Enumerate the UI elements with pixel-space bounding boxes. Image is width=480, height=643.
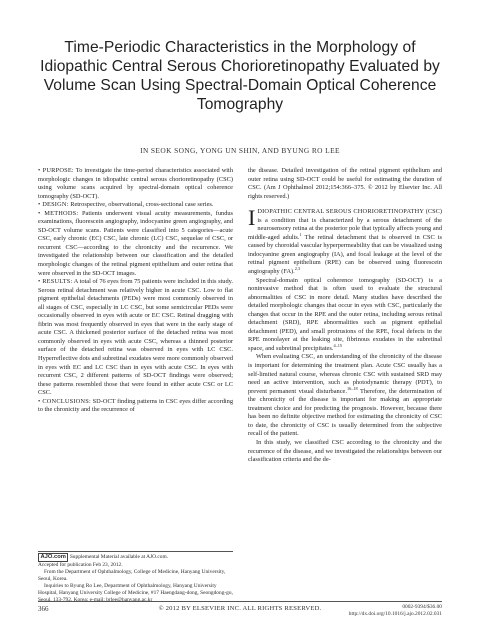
abstract-continuation — [248, 167, 442, 201]
footer-divider — [38, 601, 442, 602]
citation-text: (Am J Ophthalmol 2012;154:366–375. © 2012 by Elsevier Inc. All rights reserved.) — [248, 184, 442, 200]
correspondence-note: Inquiries to Byung Ro Lee, Department of Ophthalmology, Hanyang University Hospital, Hanyang University College of Medicine, #17 Haengdang-dong, Seongdong-gu, Seoul, 133-792, Korea; e-mail: brlee@hanyang.ac.kr — [38, 583, 233, 603]
abstract-purpose — [38, 167, 233, 201]
methods-text: Patients underwent visual acuity measurements, fundus examinations, fluorescein angiography, indocyanine green angiography, and SD-OCT volume scans. Patients were classified into 5 categories—acute CSC, early chronic (EC) CSC, late chronic (LC) CSC, sequelae of CSC, or recurrent CSC—according to the chronicity and the recurrence. We investigated the relationship between our classification and the detailed morphologic changes of the retinal pigment epithelium and outer retina that were observed in the SD-OCT images. — [38, 209, 234, 277]
intro-text-1b: The retinal detachment that is observed in CSC is caused by choroidal vascular hyperpermeability that can be visualized using indocyanine green angiography (IA), and focal leakage at the level of the retinal pigment epithelium (RPE) can be observed using fluorescein angiography (FA). — [248, 233, 442, 276]
ref-4: 16–18 — [346, 385, 358, 391]
intro-paragraph-4: In this study, we classified CSC according to the chronicity and the recurrence of the disease, and we investigated the relationships between our classification criteria and the de- — [248, 438, 442, 464]
purpose-text: To investigate the time-period characteristics associated with morphologic changes in idiopathic central serous chorioretinopathy (CSC) using volume scans acquired by spectral-domain optical coherence tomography (SD-OCT). — [38, 167, 233, 200]
article-title: Time-Periodic Characteristics in the Morphology of Idiopathic Central Serous Chorioretinopathy Evaluated by Volume Scan Using Spectral-Domain Optical Coherence Tomography — [40, 39, 440, 113]
accepted-note: Accepted for publication Feb 23, 2012. — [38, 562, 123, 568]
intro-smallcaps: DIOPATHIC CENTRAL SEROUS CHORIORETINOPATHY — [257, 208, 425, 216]
body-column — [248, 167, 442, 465]
ref-2: 2,3 — [294, 265, 301, 271]
affiliation-note: From the Department of Ophthalmology, College of Medicine, Hanyang University, Seoul, Korea. — [38, 569, 226, 582]
results-label: • RESULTS: — [38, 278, 73, 286]
abstract-conclusions — [38, 398, 233, 415]
abstract-design — [38, 201, 233, 210]
intro-paragraph-1 — [248, 205, 442, 276]
abstract-column — [38, 167, 233, 415]
ref-3: 4–15 — [333, 342, 343, 348]
ref-1: 1 — [299, 231, 302, 237]
results-text: A total of 76 eyes from 75 patients were included in this study. Serous retinal detachment was relatively higher in acute CSC. Low to flat pigment epithelial detachments (PEDs) were most commonly observed in all stages of CSC, especially in LC CSC, but some semicircular PEDs were occasionally observed in eyes with acute or EC CSC. Retinal dragging with fibrin was most frequently observed in eyes that were in the early stage of acute CSC. A thickened posterior surface of the detached retina was most commonly observed in eyes with acute CSC, whereas a thinned posterior surface of the detached retina was observed in eyes with LC CSC. Hyperreflective dots and subretinal exudates were more commonly observed in eyes with EC and LC CSC than in eyes with acute CSC. In eyes with recurrent CSC, 2 different patterns of SD-OCT findings were observed; these patterns resembled those that were found in either acute CSC or LC CSC. — [38, 278, 233, 397]
intro-text-2: Spectral-domain optical coherence tomography (SD-OCT) is a noninvasive method that is often used to evaluate the structural abnormalities of CSC in more detail. Many studies have described the detailed morphologic changes that occur in eyes with CSC, particularly the changes that occur in the RPE and the outer retina, including serous retinal detachment (SRD), RPE abnormalities such as pigment epithelial detachment (PED), and small protrusions of the RPE, focal defects in the RPE monolayer at the leaking site, fibrinous exudates in the subretinal space, and subretinal precipitates. — [248, 276, 442, 352]
design-label: • DESIGN: — [38, 201, 69, 209]
page-number: 366 — [38, 605, 49, 613]
supplemental-note — [38, 553, 233, 562]
drop-cap: I — [248, 205, 256, 231]
footnote-divider — [38, 551, 233, 552]
author-list: IN SEOK SONG, YONG UN SHIN, AND BYUNG RO LEE — [140, 146, 340, 155]
supplemental-text: Supplemental Material available at AJO.com. — [69, 554, 169, 560]
conclusions-text: SD-OCT finding patterns in CSC eyes differ according to the chronicity and the recurrence of — [38, 397, 233, 414]
intro-paragraph-3 — [248, 353, 442, 438]
copyright-notice: © 2012 BY ELSEVIER INC. ALL RIGHTS RESERVED. — [158, 605, 322, 612]
conclusions-label: • CONCLUSIONS: — [38, 397, 91, 405]
intro-paragraph-2 — [248, 277, 442, 354]
ajo-badge[interactable]: AJO.com — [38, 553, 68, 562]
purpose-label: • PURPOSE: — [38, 167, 74, 174]
doi-link[interactable]: http://dx.doi.org/10.1016/j.ajo.2012.02.031 — [348, 611, 442, 617]
footnotes — [38, 553, 233, 604]
intro-text-3: When evaluating CSC, an understanding of the chronicity of the disease is important for determining the treatment plan. Acute CSC usually has a self-limited natural course, whereas chronic CSC with sustained SRD may need an active intervention, such as photodynamic therapy (PDT), to prevent permanent visual disturbance. — [248, 353, 442, 395]
intro-text-1: (CSC) is a condition that is characterized by a serous detachment of the neurosensory retina at the posterior pole that typically affects young and middle-aged adults. — [248, 208, 442, 241]
abstract-results — [38, 278, 233, 398]
continuation-text: the disease. Detailed investigation of the retinal pigment epithelium and outer retina using SD-OCT could be useful for estimating the duration of CSC. — [248, 167, 442, 192]
issn-price: 0002-9394/$36.00 — [402, 604, 442, 610]
methods-label: • METHODS: — [38, 209, 79, 217]
abstract-methods — [38, 210, 233, 278]
intro-text-3b: Therefore, the determination of the chronicity of the disease is important for making an appropriate treatment choice and for predicting the prognosis. However, because there has been no definite objective method for estimating the chronicity of CSC to date, the chronicity of CSC is usually determined from the subjective recall of the patient. — [248, 387, 442, 438]
footer-identifiers — [349, 604, 442, 618]
design-text: Retrospective, observational, cross-sectional case series. — [70, 201, 214, 209]
